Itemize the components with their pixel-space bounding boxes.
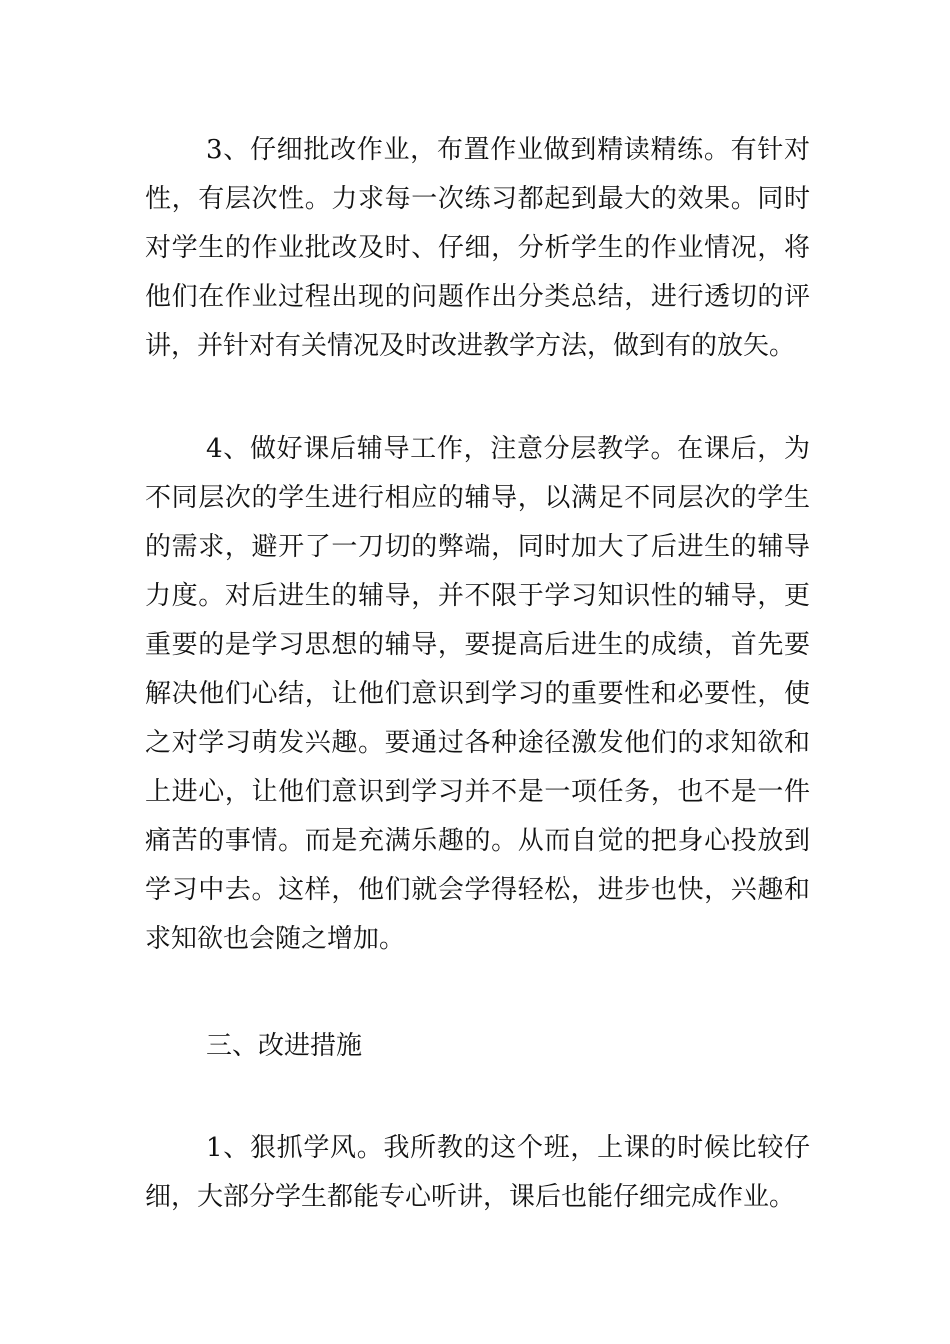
paragraph-3-line-4: 他们在作业过程出现的问题作出分类总结，进行透切的评 — [145, 282, 810, 312]
paragraph-4-line-11: 求知欲也会随之增加。 — [145, 924, 406, 954]
paragraph-4-line-10: 学习中去。这样，他们就会学得轻松，进步也快，兴趣和 — [145, 875, 810, 905]
paragraph-4-line-9: 痛苦的事情。而是充满乐趣的。从而自觉的把身心投放到 — [145, 826, 810, 856]
paragraph-4-line-7: 之对学习萌发兴趣。要通过各种途径激发他们的求知欲和 — [145, 728, 810, 758]
paragraph-4-line-2: 不同层次的学生进行相应的辅导，以满足不同层次的学生 — [145, 483, 810, 513]
paragraph-1-line-2: 细，大部分学生都能专心听讲，课后也能仔细完成作业。 — [145, 1182, 796, 1212]
paragraph-4-line-3: 的需求，避开了一刀切的弊端，同时加大了后进生的辅导 — [145, 532, 810, 562]
paragraph-3-line-2: 性，有层次性。力求每一次练习都起到最大的效果。同时 — [145, 184, 810, 214]
paragraph-4-line-8: 上进心，让他们意识到学习并不是一项任务，也不是一件 — [145, 777, 810, 807]
section-heading: 三、改进措施 — [206, 1031, 363, 1061]
paragraph-4-line-4: 力度。对后进生的辅导，并不限于学习知识性的辅导，更 — [145, 581, 810, 611]
paragraph-4-line-5: 重要的是学习思想的辅导，要提高后进生的成绩，首先要 — [145, 630, 810, 660]
paragraph-4-line-6: 解决他们心结，让他们意识到学习的重要性和必要性，使 — [145, 679, 810, 709]
paragraph-3-line-1: 3、仔细批改作业，布置作业做到精读精练。有针对 — [206, 135, 810, 165]
paragraph-4-line-1: 4、做好课后辅导工作，注意分层教学。在课后，为 — [206, 434, 810, 464]
paragraph-3-line-3: 对学生的作业批改及时、仔细，分析学生的作业情况，将 — [145, 233, 810, 263]
paragraph-3-line-5: 讲，并针对有关情况及时改进教学方法，做到有的放矢。 — [145, 331, 796, 361]
paragraph-1-line-1: 1、狠抓学风。我所教的这个班，上课的时候比较仔 — [206, 1133, 810, 1163]
